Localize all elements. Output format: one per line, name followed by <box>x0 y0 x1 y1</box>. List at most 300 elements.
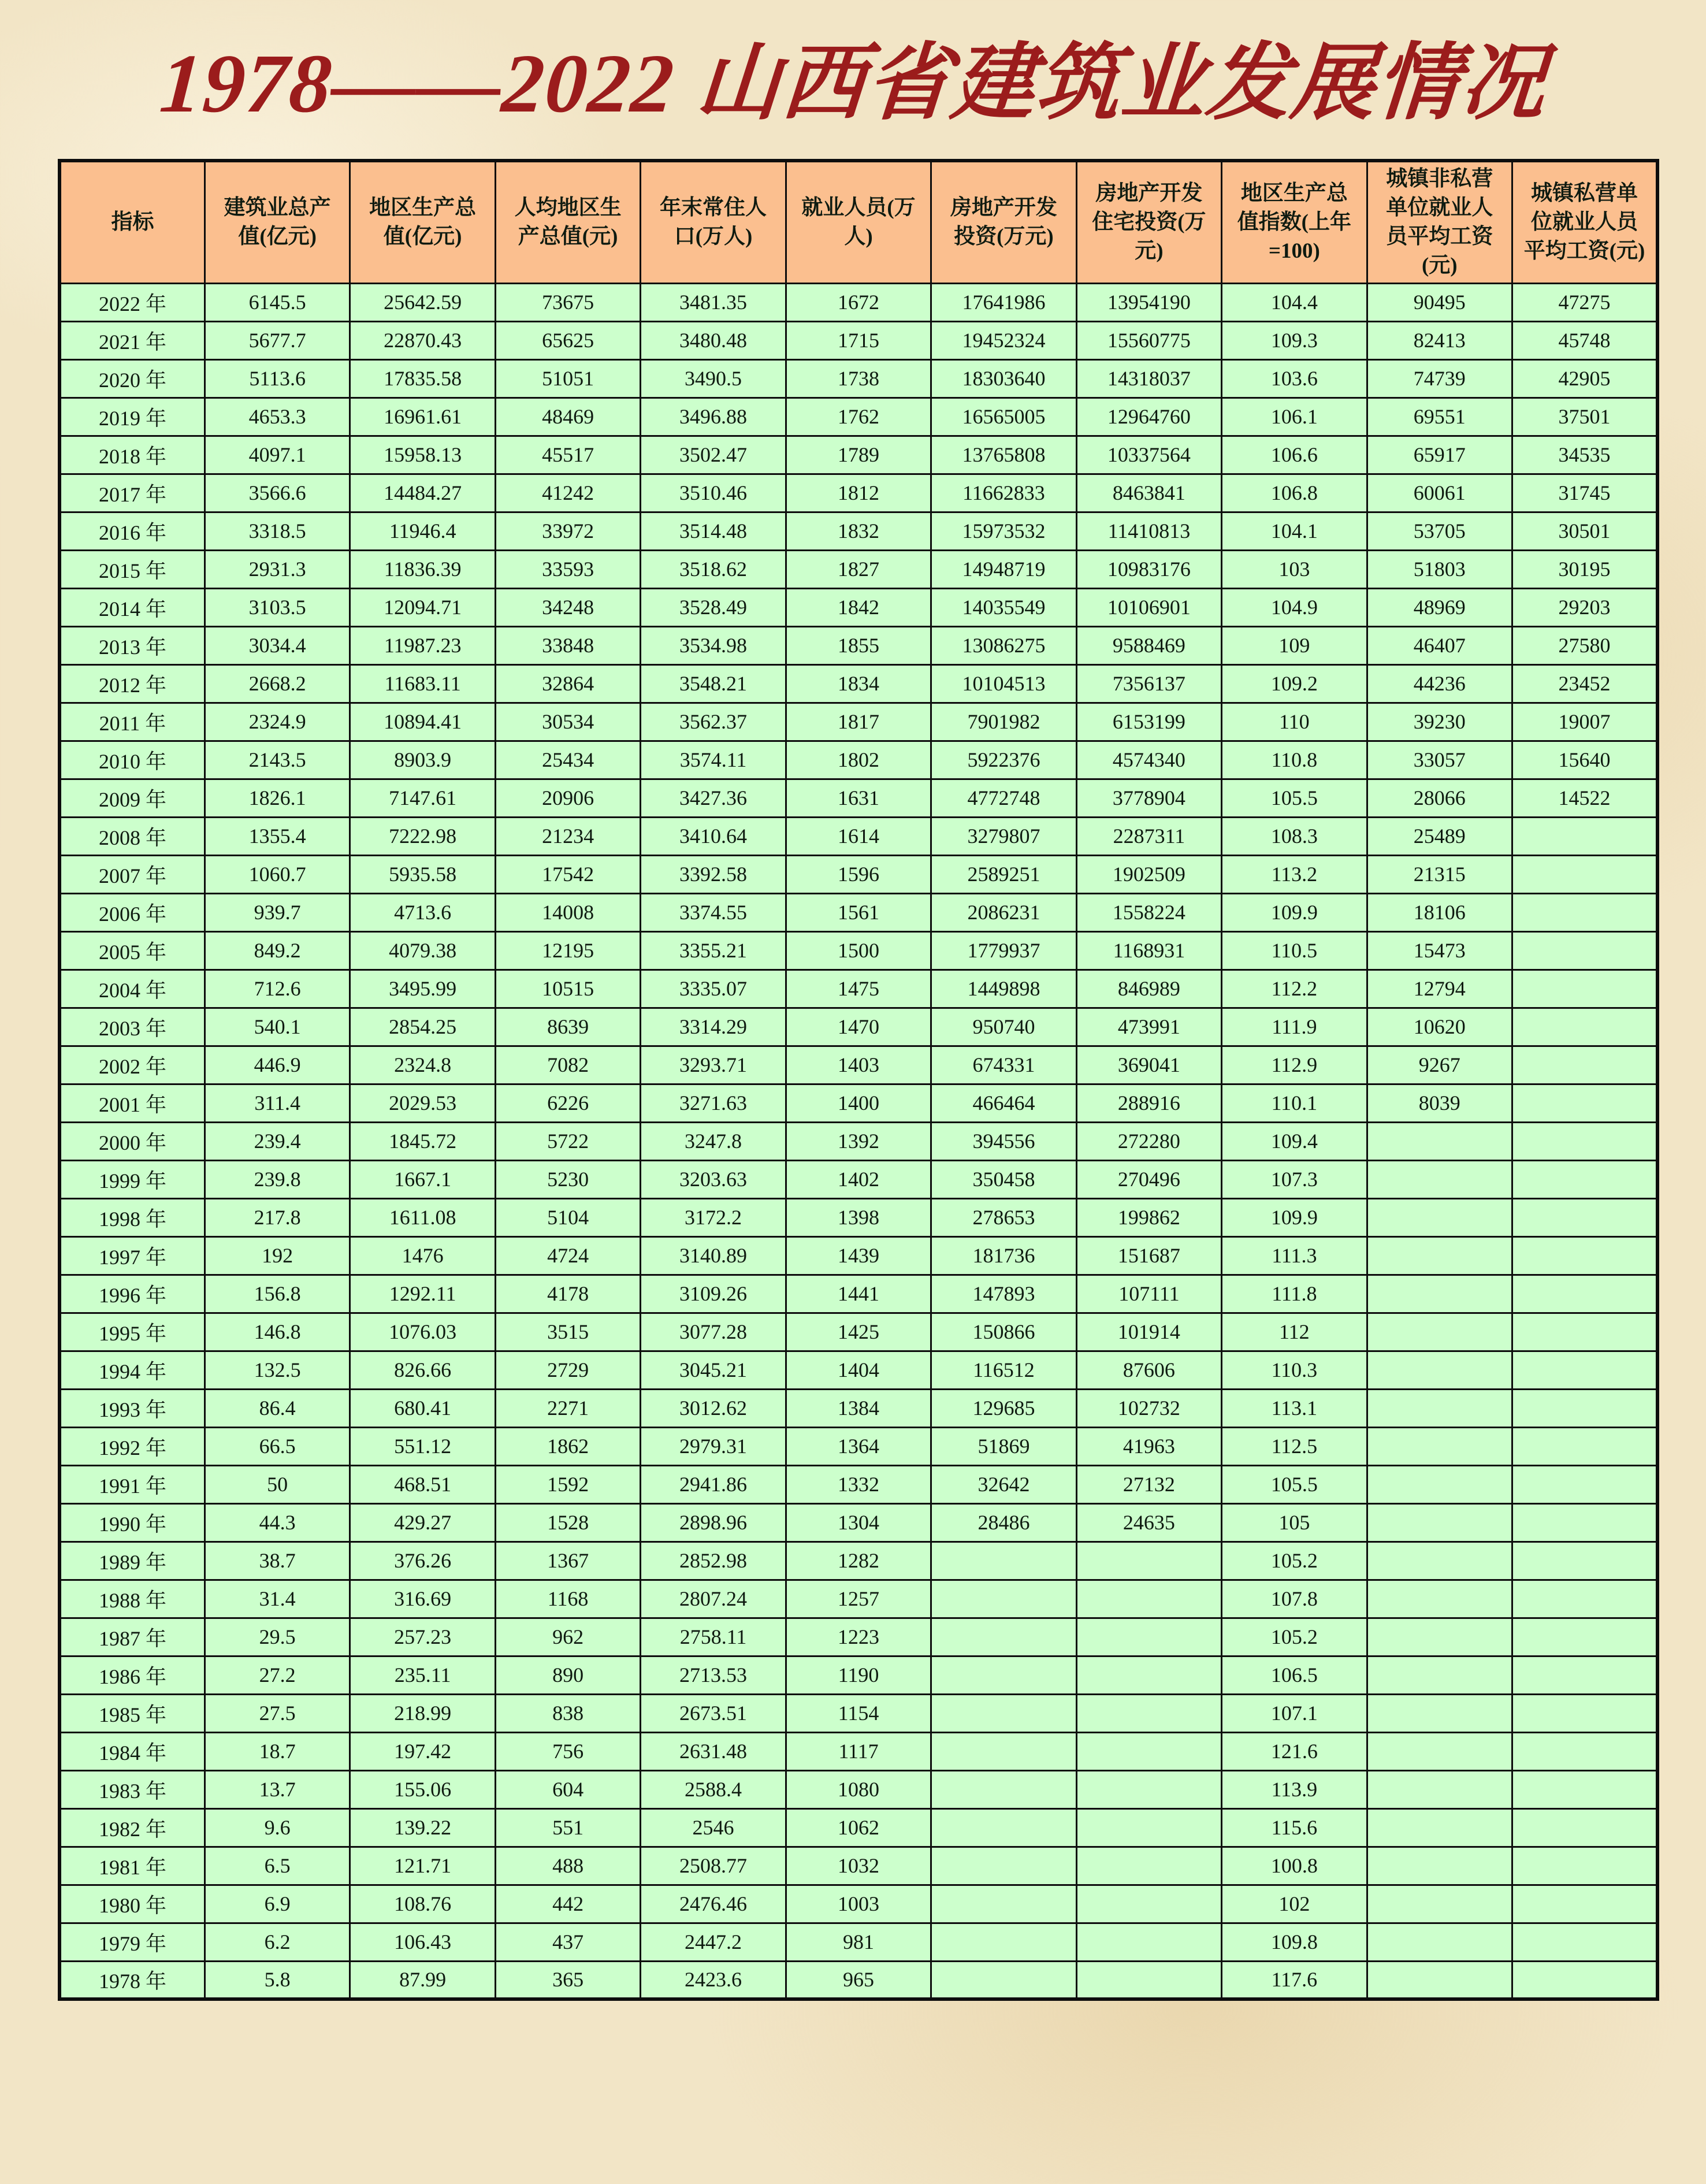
value-cell: 217.8 <box>205 1198 350 1236</box>
value-cell: 1190 <box>786 1656 931 1694</box>
value-cell: 3427.36 <box>641 779 786 817</box>
value-cell: 28486 <box>931 1503 1076 1542</box>
table-row <box>60 1503 1657 1542</box>
value-cell: 24635 <box>1076 1503 1221 1542</box>
value-cell: 103.6 <box>1222 359 1367 398</box>
value-cell <box>1367 1961 1512 1999</box>
value-cell: 111.3 <box>1222 1236 1367 1275</box>
value-cell: 19452324 <box>931 321 1076 359</box>
value-cell: 90495 <box>1367 283 1512 321</box>
value-cell <box>1367 1160 1512 1198</box>
value-cell: 826.66 <box>350 1351 495 1389</box>
value-cell: 838 <box>495 1694 640 1732</box>
value-cell: 7901982 <box>931 703 1076 741</box>
value-cell: 2713.53 <box>641 1656 786 1694</box>
value-cell <box>931 1885 1076 1923</box>
value-cell: 104.9 <box>1222 588 1367 626</box>
value-cell <box>1512 970 1657 1008</box>
value-cell <box>1512 1122 1657 1160</box>
value-cell <box>1367 1885 1512 1923</box>
value-cell: 2029.53 <box>350 1084 495 1122</box>
value-cell: 15640 <box>1512 741 1657 779</box>
value-cell: 111.9 <box>1222 1008 1367 1046</box>
value-cell: 106.43 <box>350 1923 495 1961</box>
value-cell: 2324.8 <box>350 1046 495 1084</box>
value-cell: 674331 <box>931 1046 1076 1084</box>
value-cell: 3140.89 <box>641 1236 786 1275</box>
value-cell: 53705 <box>1367 512 1512 550</box>
year-cell: 1978 年 <box>60 1961 205 1999</box>
value-cell: 3103.5 <box>205 588 350 626</box>
value-cell <box>1076 1694 1221 1732</box>
value-cell <box>1367 1465 1512 1503</box>
value-cell: 107111 <box>1076 1275 1221 1313</box>
value-cell: 51051 <box>495 359 640 398</box>
table-row <box>60 970 1657 1008</box>
value-cell: 16565005 <box>931 398 1076 436</box>
value-cell: 1364 <box>786 1427 931 1465</box>
value-cell: 712.6 <box>205 970 350 1008</box>
year-cell: 2003 年 <box>60 1008 205 1046</box>
value-cell: 4713.6 <box>350 893 495 931</box>
value-cell: 4724 <box>495 1236 640 1275</box>
value-cell: 1223 <box>786 1618 931 1656</box>
value-cell: 47275 <box>1512 283 1657 321</box>
column-header: 地区生产总值指数(上年=100) <box>1222 161 1367 283</box>
value-cell: 4079.38 <box>350 931 495 970</box>
value-cell <box>1367 1236 1512 1275</box>
value-cell: 1355.4 <box>205 817 350 855</box>
value-cell: 102732 <box>1076 1389 1221 1427</box>
value-cell: 12195 <box>495 931 640 970</box>
value-cell <box>1076 1885 1221 1923</box>
value-cell: 4097.1 <box>205 436 350 474</box>
column-header: 城镇非私营单位就业人员平均工资(元) <box>1367 161 1512 283</box>
value-cell: 11987.23 <box>350 626 495 664</box>
value-cell <box>1367 1808 1512 1847</box>
value-cell: 1439 <box>786 1236 931 1275</box>
value-cell: 32864 <box>495 664 640 703</box>
value-cell: 106.5 <box>1222 1656 1367 1694</box>
value-cell: 113.9 <box>1222 1770 1367 1808</box>
value-cell <box>1512 1275 1657 1313</box>
table-row <box>60 1008 1657 1046</box>
value-cell: 473991 <box>1076 1008 1221 1046</box>
value-cell: 3496.88 <box>641 398 786 436</box>
value-cell: 2588.4 <box>641 1770 786 1808</box>
value-cell <box>1512 1542 1657 1580</box>
value-cell <box>931 1656 1076 1694</box>
value-cell: 15958.13 <box>350 436 495 474</box>
value-cell: 1398 <box>786 1198 931 1236</box>
year-cell: 2016 年 <box>60 512 205 550</box>
value-cell: 107.8 <box>1222 1580 1367 1618</box>
value-cell: 103 <box>1222 550 1367 588</box>
value-cell: 17641986 <box>931 283 1076 321</box>
table-row <box>60 1122 1657 1160</box>
value-cell: 5935.58 <box>350 855 495 893</box>
value-cell: 11662833 <box>931 474 1076 512</box>
table-row <box>60 1847 1657 1885</box>
value-cell: 394556 <box>931 1122 1076 1160</box>
value-cell: 107.3 <box>1222 1160 1367 1198</box>
value-cell: 10515 <box>495 970 640 1008</box>
value-cell: 15560775 <box>1076 321 1221 359</box>
value-cell: 50 <box>205 1465 350 1503</box>
year-cell: 2019 年 <box>60 398 205 436</box>
value-cell: 34535 <box>1512 436 1657 474</box>
value-cell: 25489 <box>1367 817 1512 855</box>
value-cell: 1558224 <box>1076 893 1221 931</box>
value-cell <box>1367 1122 1512 1160</box>
value-cell: 2423.6 <box>641 1961 786 1999</box>
value-cell <box>1512 1465 1657 1503</box>
value-cell: 218.99 <box>350 1694 495 1732</box>
table-row <box>60 1313 1657 1351</box>
value-cell: 132.5 <box>205 1351 350 1389</box>
value-cell: 121.6 <box>1222 1732 1367 1770</box>
value-cell: 1154 <box>786 1694 931 1732</box>
year-cell: 1979 年 <box>60 1923 205 1961</box>
value-cell <box>1512 1503 1657 1542</box>
value-cell: 756 <box>495 1732 640 1770</box>
value-cell: 3502.47 <box>641 436 786 474</box>
value-cell: 34248 <box>495 588 640 626</box>
value-cell: 1441 <box>786 1275 931 1313</box>
value-cell: 1080 <box>786 1770 931 1808</box>
value-cell: 1715 <box>786 321 931 359</box>
value-cell: 38.7 <box>205 1542 350 1580</box>
value-cell: 5.8 <box>205 1961 350 1999</box>
value-cell: 8463841 <box>1076 474 1221 512</box>
value-cell: 4772748 <box>931 779 1076 817</box>
value-cell: 12964760 <box>1076 398 1221 436</box>
value-cell <box>931 1961 1076 1999</box>
value-cell: 82413 <box>1367 321 1512 359</box>
value-cell: 109.9 <box>1222 893 1367 931</box>
value-cell: 3481.35 <box>641 283 786 321</box>
value-cell: 1168 <box>495 1580 640 1618</box>
year-cell: 2009 年 <box>60 779 205 817</box>
value-cell: 14035549 <box>931 588 1076 626</box>
value-cell <box>1367 1694 1512 1732</box>
value-cell <box>931 1542 1076 1580</box>
value-cell <box>1512 1351 1657 1389</box>
value-cell: 1257 <box>786 1580 931 1618</box>
value-cell: 30501 <box>1512 512 1657 550</box>
value-cell <box>931 1847 1076 1885</box>
value-cell: 1500 <box>786 931 931 970</box>
value-cell: 147893 <box>931 1275 1076 1313</box>
value-cell: 1855 <box>786 626 931 664</box>
table-row <box>60 550 1657 588</box>
value-cell <box>1076 1618 1221 1656</box>
value-cell: 3515 <box>495 1313 640 1351</box>
value-cell: 8639 <box>495 1008 640 1046</box>
value-cell: 112.9 <box>1222 1046 1367 1084</box>
value-cell: 14522 <box>1512 779 1657 817</box>
value-cell: 3480.48 <box>641 321 786 359</box>
value-cell: 3518.62 <box>641 550 786 588</box>
value-cell: 551.12 <box>350 1427 495 1465</box>
value-cell: 18106 <box>1367 893 1512 931</box>
column-header: 地区生产总值(亿元) <box>350 161 495 283</box>
value-cell <box>1076 1770 1221 1808</box>
table-row <box>60 1923 1657 1961</box>
value-cell: 192 <box>205 1236 350 1275</box>
value-cell: 111.8 <box>1222 1275 1367 1313</box>
value-cell: 74739 <box>1367 359 1512 398</box>
value-cell <box>1076 1847 1221 1885</box>
value-cell: 106.6 <box>1222 436 1367 474</box>
value-cell: 12094.71 <box>350 588 495 626</box>
year-cell: 2007 年 <box>60 855 205 893</box>
value-cell: 110.8 <box>1222 741 1367 779</box>
value-cell: 110.1 <box>1222 1084 1367 1122</box>
table-row <box>60 1389 1657 1427</box>
value-cell: 9588469 <box>1076 626 1221 664</box>
value-cell: 2898.96 <box>641 1503 786 1542</box>
table-row <box>60 1351 1657 1389</box>
value-cell: 1834 <box>786 664 931 703</box>
value-cell: 25642.59 <box>350 283 495 321</box>
value-cell: 109.2 <box>1222 664 1367 703</box>
year-cell: 1983 年 <box>60 1770 205 1808</box>
value-cell: 1076.03 <box>350 1313 495 1351</box>
value-cell: 235.11 <box>350 1656 495 1694</box>
year-cell: 2015 年 <box>60 550 205 588</box>
value-cell: 3534.98 <box>641 626 786 664</box>
value-cell: 156.8 <box>205 1275 350 1313</box>
value-cell: 939.7 <box>205 893 350 931</box>
value-cell: 33848 <box>495 626 640 664</box>
value-cell: 197.42 <box>350 1732 495 1770</box>
value-cell: 3293.71 <box>641 1046 786 1084</box>
value-cell: 3410.64 <box>641 817 786 855</box>
value-cell: 2143.5 <box>205 741 350 779</box>
value-cell: 1614 <box>786 817 931 855</box>
year-cell: 2002 年 <box>60 1046 205 1084</box>
value-cell: 981 <box>786 1923 931 1961</box>
value-cell <box>1512 931 1657 970</box>
table-row <box>60 855 1657 893</box>
value-cell: 8039 <box>1367 1084 1512 1122</box>
table-row <box>60 1236 1657 1275</box>
value-cell <box>1367 1351 1512 1389</box>
value-cell: 2447.2 <box>641 1923 786 1961</box>
value-cell: 1667.1 <box>350 1160 495 1198</box>
value-cell <box>1367 1313 1512 1351</box>
value-cell <box>1512 1694 1657 1732</box>
value-cell: 3514.48 <box>641 512 786 550</box>
value-cell: 28066 <box>1367 779 1512 817</box>
value-cell: 8903.9 <box>350 741 495 779</box>
value-cell: 110.5 <box>1222 931 1367 970</box>
value-cell: 846989 <box>1076 970 1221 1008</box>
value-cell: 1779937 <box>931 931 1076 970</box>
value-cell: 2758.11 <box>641 1618 786 1656</box>
value-cell: 31745 <box>1512 474 1657 512</box>
value-cell: 13954190 <box>1076 283 1221 321</box>
table-row <box>60 779 1657 817</box>
value-cell: 1292.11 <box>350 1275 495 1313</box>
value-cell: 31.4 <box>205 1580 350 1618</box>
value-cell: 14318037 <box>1076 359 1221 398</box>
value-cell: 105.2 <box>1222 1618 1367 1656</box>
value-cell: 15973532 <box>931 512 1076 550</box>
value-cell <box>931 1694 1076 1732</box>
value-cell <box>1512 1046 1657 1084</box>
year-cell: 1998 年 <box>60 1198 205 1236</box>
value-cell: 45748 <box>1512 321 1657 359</box>
value-cell: 3355.21 <box>641 931 786 970</box>
value-cell: 150866 <box>931 1313 1076 1351</box>
value-cell: 3314.29 <box>641 1008 786 1046</box>
value-cell <box>931 1580 1076 1618</box>
value-cell: 5104 <box>495 1198 640 1236</box>
value-cell <box>931 1618 1076 1656</box>
value-cell <box>931 1732 1076 1770</box>
year-cell: 1987 年 <box>60 1618 205 1656</box>
value-cell: 12794 <box>1367 970 1512 1008</box>
table-row <box>60 1465 1657 1503</box>
year-cell: 2020 年 <box>60 359 205 398</box>
value-cell: 3495.99 <box>350 970 495 1008</box>
value-cell: 2852.98 <box>641 1542 786 1580</box>
table-row <box>60 1160 1657 1198</box>
value-cell <box>1512 1198 1657 1236</box>
value-cell: 155.06 <box>350 1770 495 1808</box>
year-cell: 2012 年 <box>60 664 205 703</box>
table-row <box>60 626 1657 664</box>
value-cell: 29203 <box>1512 588 1657 626</box>
value-cell: 5113.6 <box>205 359 350 398</box>
value-cell: 6145.5 <box>205 283 350 321</box>
value-cell: 3490.5 <box>641 359 786 398</box>
year-cell: 2001 年 <box>60 1084 205 1122</box>
value-cell: 2324.9 <box>205 703 350 741</box>
table-row <box>60 817 1657 855</box>
value-cell: 849.2 <box>205 931 350 970</box>
table-row <box>60 1770 1657 1808</box>
value-cell <box>1367 1923 1512 1961</box>
value-cell <box>931 1923 1076 1961</box>
table-row <box>60 1732 1657 1770</box>
value-cell: 6226 <box>495 1084 640 1122</box>
value-cell: 1470 <box>786 1008 931 1046</box>
value-cell: 1425 <box>786 1313 931 1351</box>
value-cell: 1842 <box>786 588 931 626</box>
year-cell: 1997 年 <box>60 1236 205 1275</box>
value-cell: 108.76 <box>350 1885 495 1923</box>
value-cell: 129685 <box>931 1389 1076 1427</box>
value-cell: 65917 <box>1367 436 1512 474</box>
value-cell: 1592 <box>495 1465 640 1503</box>
value-cell: 3562.37 <box>641 703 786 741</box>
column-header: 就业人员(万人) <box>786 161 931 283</box>
value-cell: 109.4 <box>1222 1122 1367 1160</box>
value-cell: 1902509 <box>1076 855 1221 893</box>
value-cell: 9.6 <box>205 1808 350 1847</box>
value-cell: 14484.27 <box>350 474 495 512</box>
value-cell: 60061 <box>1367 474 1512 512</box>
value-cell: 1812 <box>786 474 931 512</box>
value-cell: 33972 <box>495 512 640 550</box>
table-row <box>60 931 1657 970</box>
value-cell: 27.2 <box>205 1656 350 1694</box>
year-cell: 2011 年 <box>60 703 205 741</box>
table-row <box>60 1656 1657 1694</box>
value-cell: 3374.55 <box>641 893 786 931</box>
value-cell: 10106901 <box>1076 588 1221 626</box>
value-cell <box>1367 1198 1512 1236</box>
value-cell: 48469 <box>495 398 640 436</box>
table-row <box>60 359 1657 398</box>
value-cell: 442 <box>495 1885 640 1923</box>
value-cell: 3077.28 <box>641 1313 786 1351</box>
value-cell <box>1512 1580 1657 1618</box>
value-cell: 2631.48 <box>641 1732 786 1770</box>
value-cell: 37501 <box>1512 398 1657 436</box>
value-cell <box>1512 1808 1657 1847</box>
value-cell: 73675 <box>495 283 640 321</box>
value-cell <box>1367 1770 1512 1808</box>
page-title: 1978——2022 山西省建筑业发展情况 <box>157 38 1549 130</box>
value-cell: 45517 <box>495 436 640 474</box>
value-cell: 101914 <box>1076 1313 1221 1351</box>
value-cell: 109.9 <box>1222 1198 1367 1236</box>
value-cell <box>931 1808 1076 1847</box>
value-cell: 139.22 <box>350 1808 495 1847</box>
value-cell: 10104513 <box>931 664 1076 703</box>
value-cell: 257.23 <box>350 1618 495 1656</box>
value-cell: 1862 <box>495 1427 640 1465</box>
value-cell: 1611.08 <box>350 1198 495 1236</box>
value-cell: 3109.26 <box>641 1275 786 1313</box>
value-cell: 3012.62 <box>641 1389 786 1427</box>
value-cell: 1403 <box>786 1046 931 1084</box>
value-cell: 113.2 <box>1222 855 1367 893</box>
value-cell: 2086231 <box>931 893 1076 931</box>
value-cell: 48969 <box>1367 588 1512 626</box>
value-cell: 1062 <box>786 1808 931 1847</box>
value-cell: 1304 <box>786 1503 931 1542</box>
table-row <box>60 664 1657 703</box>
header-row <box>60 161 1657 283</box>
year-cell: 2013 年 <box>60 626 205 664</box>
table-row <box>60 436 1657 474</box>
table-row <box>60 512 1657 550</box>
column-header: 房地产开发投资(万元) <box>931 161 1076 283</box>
value-cell: 1738 <box>786 359 931 398</box>
value-cell: 25434 <box>495 741 640 779</box>
value-cell: 51869 <box>931 1427 1076 1465</box>
value-cell: 109 <box>1222 626 1367 664</box>
year-cell: 1999 年 <box>60 1160 205 1198</box>
value-cell: 7082 <box>495 1046 640 1084</box>
value-cell <box>1076 1961 1221 1999</box>
value-cell: 429.27 <box>350 1503 495 1542</box>
value-cell: 1367 <box>495 1542 640 1580</box>
value-cell: 604 <box>495 1770 640 1808</box>
value-cell: 468.51 <box>350 1465 495 1503</box>
value-cell: 6.5 <box>205 1847 350 1885</box>
value-cell <box>1512 1732 1657 1770</box>
value-cell <box>1367 1427 1512 1465</box>
value-cell: 1789 <box>786 436 931 474</box>
value-cell <box>1512 1618 1657 1656</box>
value-cell: 376.26 <box>350 1542 495 1580</box>
